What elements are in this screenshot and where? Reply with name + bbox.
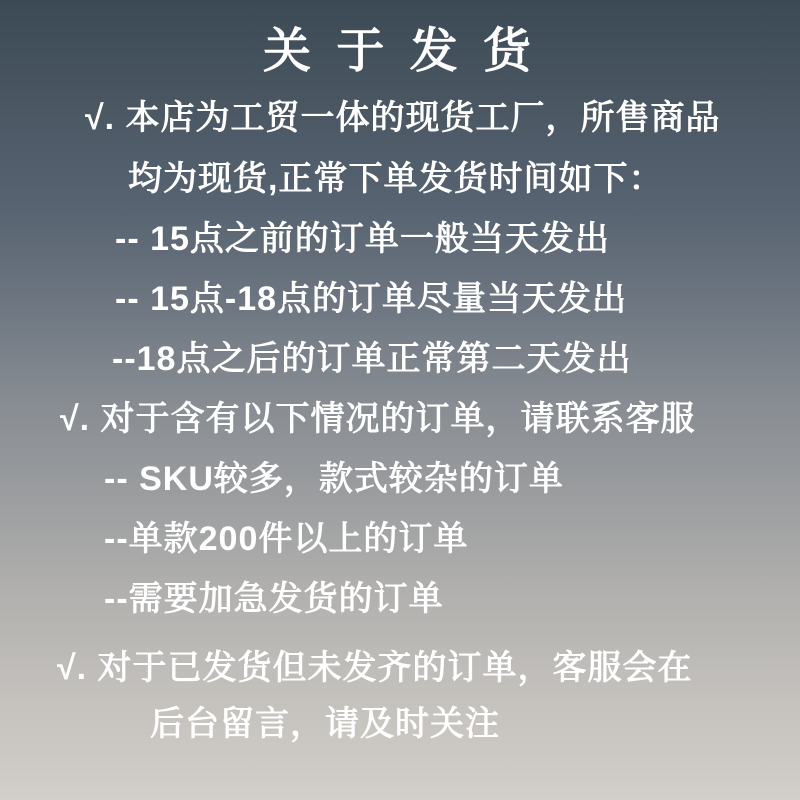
- notice-line-factory-stock-1: √. 本店为工贸一体的现货工厂，所售商品: [85, 99, 721, 137]
- notice-line-factory-stock-2: 均为现货,正常下单发货时间如下：: [128, 160, 664, 198]
- page-title: 关 于 发 货: [262, 25, 537, 78]
- notice-line-over-200: --单款200件以上的订单: [104, 520, 469, 558]
- notice-line-urgent: --需要加急发货的订单: [104, 580, 444, 618]
- notice-line-before-15: -- 15点之前的订单一般当天发出: [115, 220, 610, 258]
- notice-line-after-18: --18点之后的订单正常第二天发出: [112, 340, 632, 378]
- notice-line-contact-service: √. 对于含有以下情况的订单，请联系客服: [60, 400, 696, 438]
- notice-line-many-sku: -- SKU较多，款式较杂的订单: [104, 460, 564, 498]
- notice-line-15-to-18: -- 15点-18点的订单尽量当天发出: [115, 280, 628, 318]
- notice-line-partial-shipment-2: 后台留言，请及时关注: [150, 705, 500, 743]
- notice-line-partial-shipment-1: √. 对于已发货但未发齐的订单，客服会在: [57, 649, 693, 687]
